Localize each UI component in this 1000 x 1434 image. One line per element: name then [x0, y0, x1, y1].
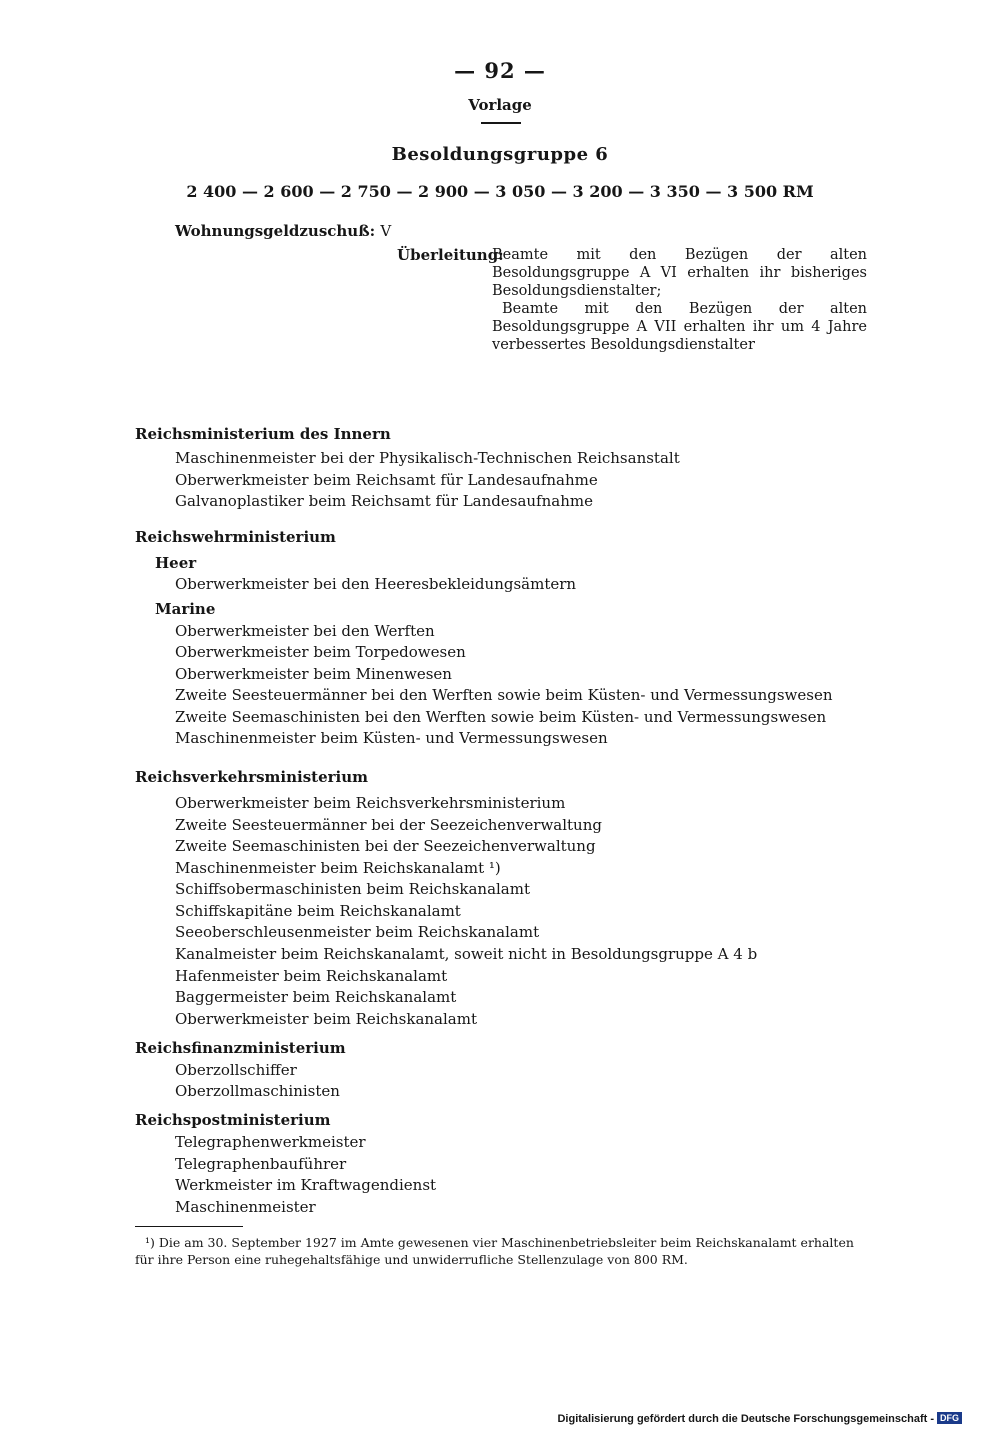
footnote-line-1: ¹) Die am 30. September 1927 im Amte gewesenen vier Maschinenbetriebsleiter beim Reichskanalamt erhalten: [145, 1235, 854, 1250]
list-item: Oberwerkmeister beim Reichskanalamt: [175, 1010, 477, 1028]
list-item: Zweite Seemaschinisten bei der Seezeichenverwaltung: [175, 837, 596, 855]
header-divider: [481, 122, 521, 124]
list-item: Zweite Seemaschinisten bei den Werften sowie beim Küsten- und Vermessungswesen: [175, 708, 827, 726]
subheading-navy: Marine: [155, 600, 216, 618]
list-item: Maschinenmeister beim Reichskanalamt ¹): [175, 859, 501, 877]
list-item: Maschinenmeister beim Küsten- und Vermessungswesen: [175, 729, 608, 747]
list-item: Galvanoplastiker beim Reichsamt für Landesaufnahme: [175, 492, 593, 510]
list-item: Zweite Seesteuermänner bei den Werften sowie beim Küsten- und Vermessungswesen: [175, 686, 833, 704]
document-label: Vorlage: [468, 96, 532, 114]
list-item: Telegraphenbauführer: [175, 1155, 347, 1173]
list-item: Schiffskapitäne beim Reichskanalamt: [175, 902, 461, 920]
list-item: Oberzollmaschinisten: [175, 1082, 340, 1100]
pay-group-title: Besoldungsgruppe 6: [391, 144, 609, 165]
list-item: Oberwerkmeister bei den Heeresbekleidungsämtern: [175, 575, 577, 593]
transition-label: Überleitung:: [397, 246, 504, 264]
footnote-line-2: für ihre Person eine ruhegehaltsfähige und unwiderrufliche Stellenzulage von 800 RM.: [135, 1252, 688, 1267]
transition-paragraph-1: Beamte mit den Bezügen der alten Besoldungsgruppe A VI erhalten ihr bisheriges Besoldungsdienstalter;: [492, 247, 867, 299]
list-item: Oberwerkmeister beim Torpedowesen: [175, 643, 466, 661]
housing-allowance-label: Wohnungsgeldzuschuß:: [175, 222, 376, 240]
housing-allowance-value: V: [380, 222, 392, 240]
subheading-army: Heer: [155, 554, 197, 572]
ministry-heading-transport: Reichsverkehrsministerium: [135, 768, 369, 786]
credit-text: Digitalisierung gefördert durch die Deutsche Forschungsgemeinschaft -: [557, 1413, 934, 1425]
footnote: [135, 1234, 868, 1268]
page-number: — 92 —: [454, 58, 546, 83]
list-item: Telegraphenwerkmeister: [175, 1133, 366, 1151]
list-item: Zweite Seesteuermänner bei der Seezeichenverwaltung: [175, 816, 602, 834]
transition-text: [492, 246, 867, 354]
list-item: Werkmeister im Kraftwagendienst: [175, 1176, 437, 1194]
dfg-logo-icon: DFG: [937, 1412, 962, 1424]
footnote-divider: [135, 1226, 243, 1227]
housing-allowance: [175, 222, 391, 240]
list-item: Oberwerkmeister beim Minenwesen: [175, 665, 452, 683]
list-item: Oberwerkmeister beim Reichsamt für Landesaufnahme: [175, 471, 598, 489]
ministry-heading-finance: Reichsfinanzministerium: [135, 1039, 346, 1057]
list-item: Baggermeister beim Reichskanalamt: [175, 988, 457, 1006]
list-item: Oberwerkmeister beim Reichsverkehrsministerium: [175, 794, 566, 812]
transition-paragraph-2: Beamte mit den Bezügen der alten Besoldungsgruppe A VII erhalten ihr um 4 Jahre verbessertes Besoldungsdienstalter: [492, 301, 867, 353]
list-item: Kanalmeister beim Reichskanalamt, soweit nicht in Besoldungsgruppe A 4 b: [175, 945, 758, 963]
ministry-heading-defence: Reichswehrministerium: [135, 528, 336, 546]
list-item: Oberwerkmeister bei den Werften: [175, 622, 435, 640]
list-item: Hafenmeister beim Reichskanalamt: [175, 967, 448, 985]
list-item: Maschinenmeister: [175, 1198, 316, 1216]
salary-scale: 2 400 — 2 600 — 2 750 — 2 900 — 3 050 — 3 200 — 3 350 — 3 500 RM: [186, 182, 814, 201]
digitization-credit: [557, 1412, 962, 1425]
list-item: Schiffsobermaschinisten beim Reichskanalamt: [175, 880, 531, 898]
ministry-heading-interior: Reichsministerium des Innern: [135, 425, 391, 443]
ministry-heading-post: Reichspostministerium: [135, 1111, 331, 1129]
list-item: Maschinenmeister bei der Physikalisch-Technischen Reichsanstalt: [175, 449, 680, 467]
list-item: Oberzollschiffer: [175, 1061, 297, 1079]
list-item: Seeoberschleusenmeister beim Reichskanalamt: [175, 923, 540, 941]
